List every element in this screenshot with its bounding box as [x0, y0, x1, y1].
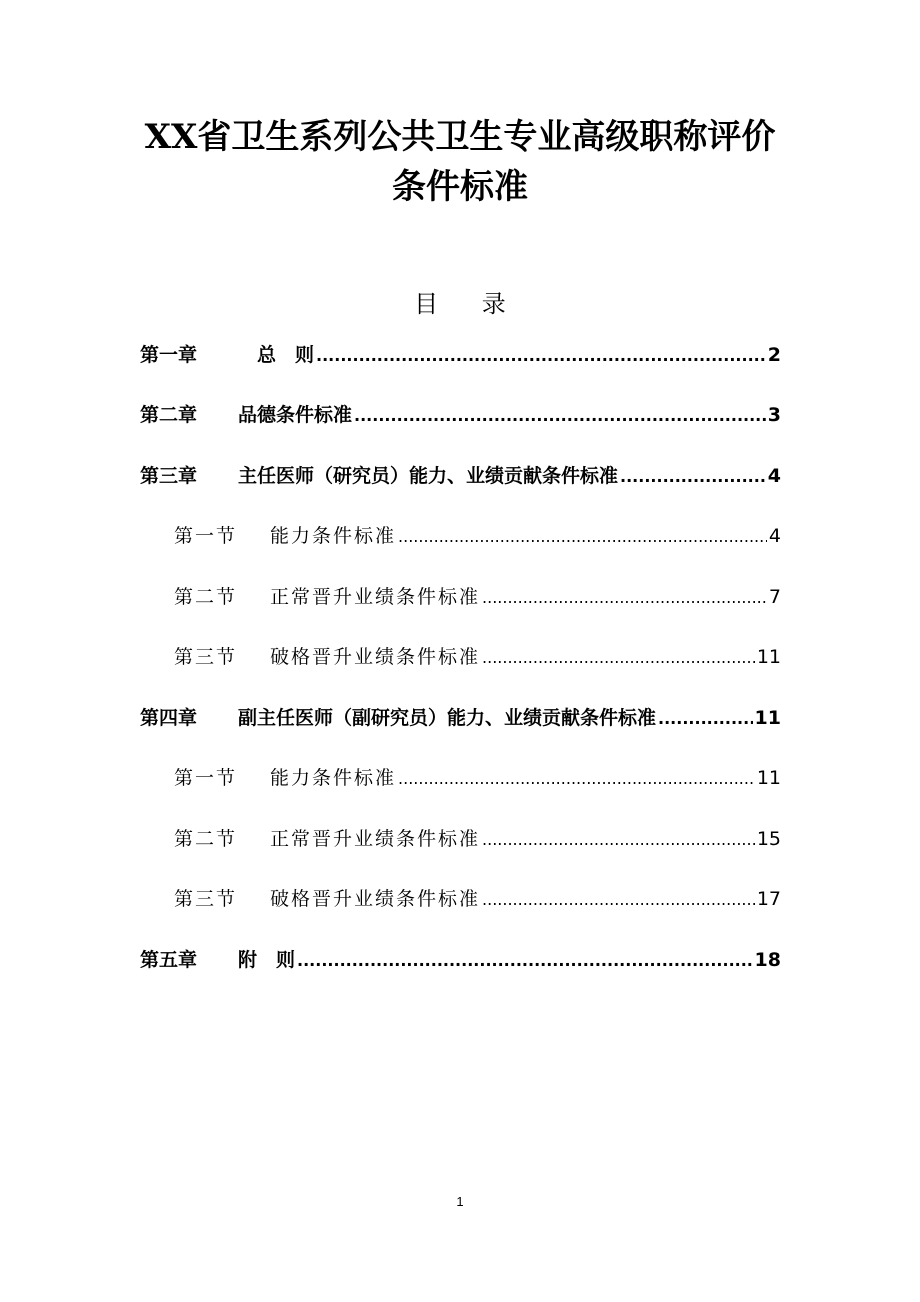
toc-entry-number: 第四章	[140, 707, 198, 729]
toc-entry-section[interactable]	[174, 884, 781, 914]
toc-dot-leader	[297, 946, 753, 976]
toc-entry-text: 品德条件标准	[238, 404, 353, 426]
toc-entry-number: 第一节	[174, 525, 238, 547]
toc-entry-number: 第三节	[174, 888, 238, 910]
toc-entry-chapter-1[interactable]	[140, 340, 781, 370]
toc-entry-number: 第五章	[140, 949, 198, 971]
toc-dot-leader	[482, 885, 755, 915]
toc-entry-page: 11	[754, 707, 781, 729]
toc-entry-text: 总 则	[238, 344, 315, 366]
document-title-line-1: XX省卫生系列公共卫生专业高级职称评价	[144, 117, 776, 157]
toc-entry-text: 破格晋升业绩条件标准	[270, 646, 481, 668]
toc-entry-number: 第一节	[174, 767, 238, 789]
toc-entry-text: 正常晋升业绩条件标准	[270, 586, 481, 608]
toc-entry-text: 破格晋升业绩条件标准	[270, 888, 481, 910]
toc-entry-page: 11	[756, 767, 781, 789]
toc-entry-page: 17	[756, 888, 781, 910]
toc-entry-page: 15	[756, 828, 781, 850]
toc-heading: 目 录	[414, 290, 524, 318]
toc-entry-chapter-3[interactable]	[140, 461, 781, 491]
toc-entry-page: 11	[756, 646, 781, 668]
toc-dot-leader	[482, 825, 755, 855]
toc-entry-page: 18	[754, 949, 781, 971]
toc-entry-section[interactable]	[174, 582, 781, 612]
toc-entry-page: 3	[767, 404, 781, 426]
toc-dot-leader	[482, 643, 755, 673]
toc-entry-chapter-5[interactable]	[140, 945, 781, 975]
toc-entry-section[interactable]	[174, 642, 781, 672]
toc-dot-leader	[482, 583, 767, 613]
toc-entry-page: 2	[767, 344, 781, 366]
toc-entry-text: 副主任医师（副研究员）能力、业绩贡献条件标准	[238, 707, 657, 729]
toc-entry-section[interactable]	[174, 824, 781, 854]
toc-entry-page: 7	[768, 586, 781, 608]
toc-entry-text: 正常晋升业绩条件标准	[270, 828, 481, 850]
toc-entry-number: 第三节	[174, 646, 238, 668]
toc-dot-leader	[658, 704, 753, 734]
toc-entry-page: 4	[767, 465, 781, 487]
toc-entry-section[interactable]	[174, 763, 781, 793]
toc-dot-leader	[620, 462, 766, 492]
toc-dot-leader	[354, 401, 766, 431]
toc-entry-number: 第二章	[140, 404, 198, 426]
toc-entry-number: 第二节	[174, 828, 238, 850]
toc-entry-text: 主任医师（研究员）能力、业绩贡献条件标准	[238, 465, 619, 487]
toc-entry-page: 4	[768, 525, 781, 547]
toc-dot-leader	[398, 522, 767, 552]
toc-entry-text: 能力条件标准	[270, 525, 397, 547]
page-number: 1	[456, 1194, 464, 1209]
toc-dot-leader	[398, 764, 755, 794]
toc-entry-chapter-2[interactable]	[140, 400, 781, 430]
toc-entry-number: 第二节	[174, 586, 238, 608]
toc-entry-text: 附 则	[238, 949, 296, 971]
toc-entry-number: 第一章	[140, 344, 198, 366]
toc-entry-section[interactable]	[174, 521, 781, 551]
toc-entry-text: 能力条件标准	[270, 767, 397, 789]
toc-dot-leader	[316, 341, 766, 371]
toc-entry-number: 第三章	[140, 465, 198, 487]
toc-entry-chapter-4[interactable]	[140, 703, 781, 733]
document-title-line-2: 条件标准	[392, 167, 528, 207]
